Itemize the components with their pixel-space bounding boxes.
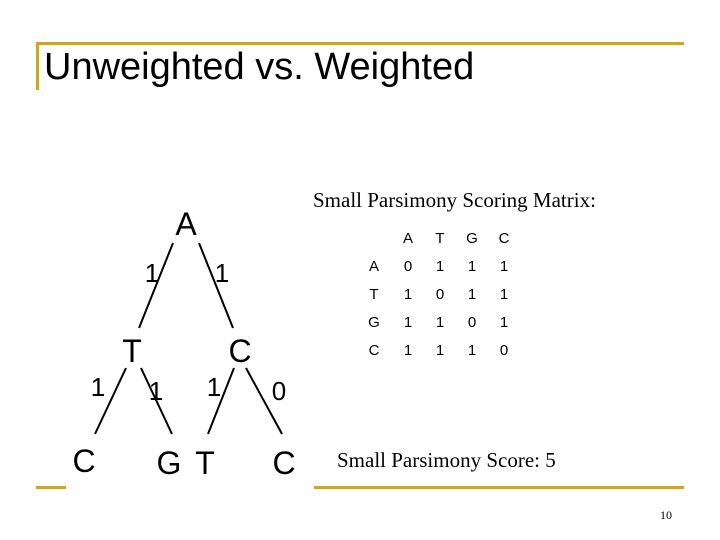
page-number: 10 [660,508,672,522]
matrix-cell: 1 [435,313,445,331]
edge-weight-t-left: 1 [90,372,106,402]
matrix-column-header: T [435,229,445,247]
edge-weight-t-right: 1 [148,376,164,406]
matrix-column-header: C [498,229,510,247]
matrix-title: Small Parsimony Scoring Matrix: [313,188,596,212]
leaf-label: C [272,445,296,481]
matrix-cell: 1 [499,257,509,275]
matrix-corner-cell [356,224,392,252]
matrix-cell: 1 [403,313,413,331]
tree-node-root: A [175,206,197,242]
matrix-cell: 0 [435,285,445,303]
matrix-row-header: G [368,313,380,331]
edge-weight-root-left: 1 [144,258,160,288]
matrix-cell: 1 [403,285,413,303]
matrix-cell: 1 [467,285,477,303]
matrix-cell: 0 [403,257,413,275]
leaf-label: C [72,443,96,479]
matrix-header-row [356,224,520,252]
tree-node-t: T [122,333,142,369]
matrix-row-header: A [368,257,379,275]
matrix-cell: 0 [467,313,477,331]
matrix-row [356,280,520,308]
matrix-cell: 1 [499,313,509,331]
leaf-label: G [156,445,182,481]
edge-weight-root-right: 1 [214,258,230,288]
tree-node-c: C [228,333,252,369]
matrix-cell: 1 [435,257,445,275]
matrix-row [356,336,520,364]
matrix-cell: 1 [403,341,413,359]
matrix-cell: 1 [467,257,477,275]
matrix-cell: 1 [499,285,509,303]
matrix-column-header: A [402,229,413,247]
edge-weight-c-left: 1 [206,372,222,402]
scoring-matrix [356,224,520,364]
parsimony-score: Small Parsimony Score: 5 [337,448,556,472]
slide-title: Unweighted vs. Weighted [44,46,475,88]
matrix-row-header: T [369,285,379,303]
matrix-cell: 0 [499,341,509,359]
matrix-cell: 1 [435,341,445,359]
matrix-column-header: G [466,229,478,247]
leaf-label: T [195,445,215,481]
matrix-row-header: C [368,341,380,359]
matrix-row [356,308,520,336]
edge-weight-c-right: 0 [271,376,287,406]
matrix-cell: 1 [467,341,477,359]
matrix-row [356,252,520,280]
